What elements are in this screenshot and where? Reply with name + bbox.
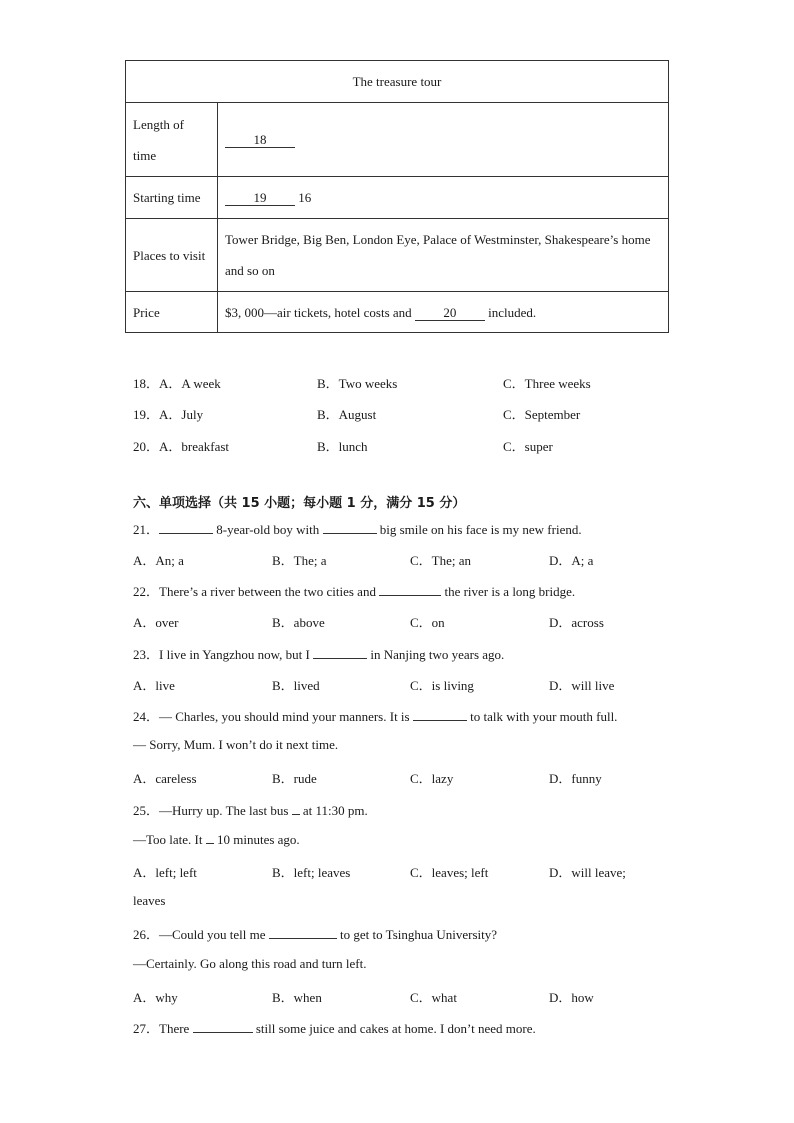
option-d: D．A; a xyxy=(549,553,594,568)
question-24-reply: — Sorry, Mum. I won’t do it next time. xyxy=(133,737,339,752)
option-a: A．left; left xyxy=(133,865,197,880)
price-text: $3, 000—air tickets, hotel costs and xyxy=(225,304,412,320)
question-18: 18．A．A week xyxy=(133,376,221,391)
option-b: B．The; a xyxy=(272,553,327,568)
option-a: A．careless xyxy=(133,771,197,786)
answer-blank-20: 20 xyxy=(415,306,485,321)
option-d: D．funny xyxy=(549,771,602,786)
question-23: 23．I live in Yangzhou now, but I in Nanjing two years ago. xyxy=(133,647,505,662)
question-20: 20．A．breakfast xyxy=(133,439,230,454)
option-c: C．The; an xyxy=(410,553,472,568)
option-d: D．how xyxy=(549,990,594,1005)
question-26-reply: —Certainly. Go along this road and turn left. xyxy=(133,956,367,971)
row-label: Places to visit xyxy=(126,219,218,292)
option-c: C．what xyxy=(410,990,457,1005)
row-value: Tower Bridge, Big Ben, London Eye, Palace of Westminster, Shakespeare’s home and so on xyxy=(218,219,669,292)
option-b: B．left; leaves xyxy=(272,865,351,880)
table-row xyxy=(126,177,669,219)
option-a: A．An; a xyxy=(133,553,184,568)
question-22: 22．There’s a river between the two cities and the river is a long bridge. xyxy=(133,584,576,599)
option-a: A．why xyxy=(133,990,178,1005)
question-26: 26．—Could you tell me to get to Tsinghua University? xyxy=(133,927,498,942)
option-c: C．lazy xyxy=(410,771,454,786)
treasure-tour-table xyxy=(125,60,669,333)
question-21: 21． 8-year-old boy with big smile on his face is my new friend. xyxy=(133,522,582,537)
option-d: D．will live xyxy=(549,678,615,693)
starting-day: 16 xyxy=(298,190,312,205)
option-a: A．live xyxy=(133,678,175,693)
row-label: Length of time xyxy=(126,103,218,177)
option-c: C．is living xyxy=(410,678,474,693)
option-a: A．over xyxy=(133,615,179,630)
option-d-continued: leaves xyxy=(133,893,166,908)
option-c: C．September xyxy=(503,407,581,422)
answer-blank-18: 18 xyxy=(225,133,295,148)
option-c: C．Three weeks xyxy=(503,376,591,391)
row-value xyxy=(218,292,669,333)
table-row xyxy=(126,292,669,333)
option-b: B．when xyxy=(272,990,322,1005)
row-label: Starting time xyxy=(126,177,218,219)
price-text-end: included. xyxy=(488,304,537,320)
option-c: C．leaves; left xyxy=(410,865,489,880)
option-b: B．above xyxy=(272,615,325,630)
option-b: B．August xyxy=(317,407,377,422)
table-row xyxy=(126,103,669,177)
table-row xyxy=(126,219,669,292)
question-27: 27．There still some juice and cakes at home. I don’t need more. xyxy=(133,1021,536,1036)
row-label: Price xyxy=(126,292,218,333)
table-title: The treasure tour xyxy=(126,61,669,103)
option-d: D．across xyxy=(549,615,604,630)
question-24: 24．— Charles, you should mind your manners. It is to talk with your mouth full. xyxy=(133,709,618,724)
option-b: B．Two weeks xyxy=(317,376,398,391)
answer-blank-19: 19 xyxy=(225,191,295,206)
option-c: C．on xyxy=(410,615,445,630)
question-19: 19．A．July xyxy=(133,407,204,422)
option-b: B．lunch xyxy=(317,439,368,454)
option-c: C．super xyxy=(503,439,553,454)
row-value xyxy=(218,103,669,177)
row-value xyxy=(218,177,669,219)
option-b: B．rude xyxy=(272,771,317,786)
option-d: D．will leave; xyxy=(549,865,626,880)
option-b: B．lived xyxy=(272,678,320,693)
question-25: 25．—Hurry up. The last bus at 11:30 pm. xyxy=(133,803,368,818)
table-title-row xyxy=(126,61,669,103)
question-25-reply: —Too late. It 10 minutes ago. xyxy=(133,832,300,847)
section-heading: 六、单项选择（共 15 小题；每小题 1 分，满分 15 分） xyxy=(133,496,466,511)
